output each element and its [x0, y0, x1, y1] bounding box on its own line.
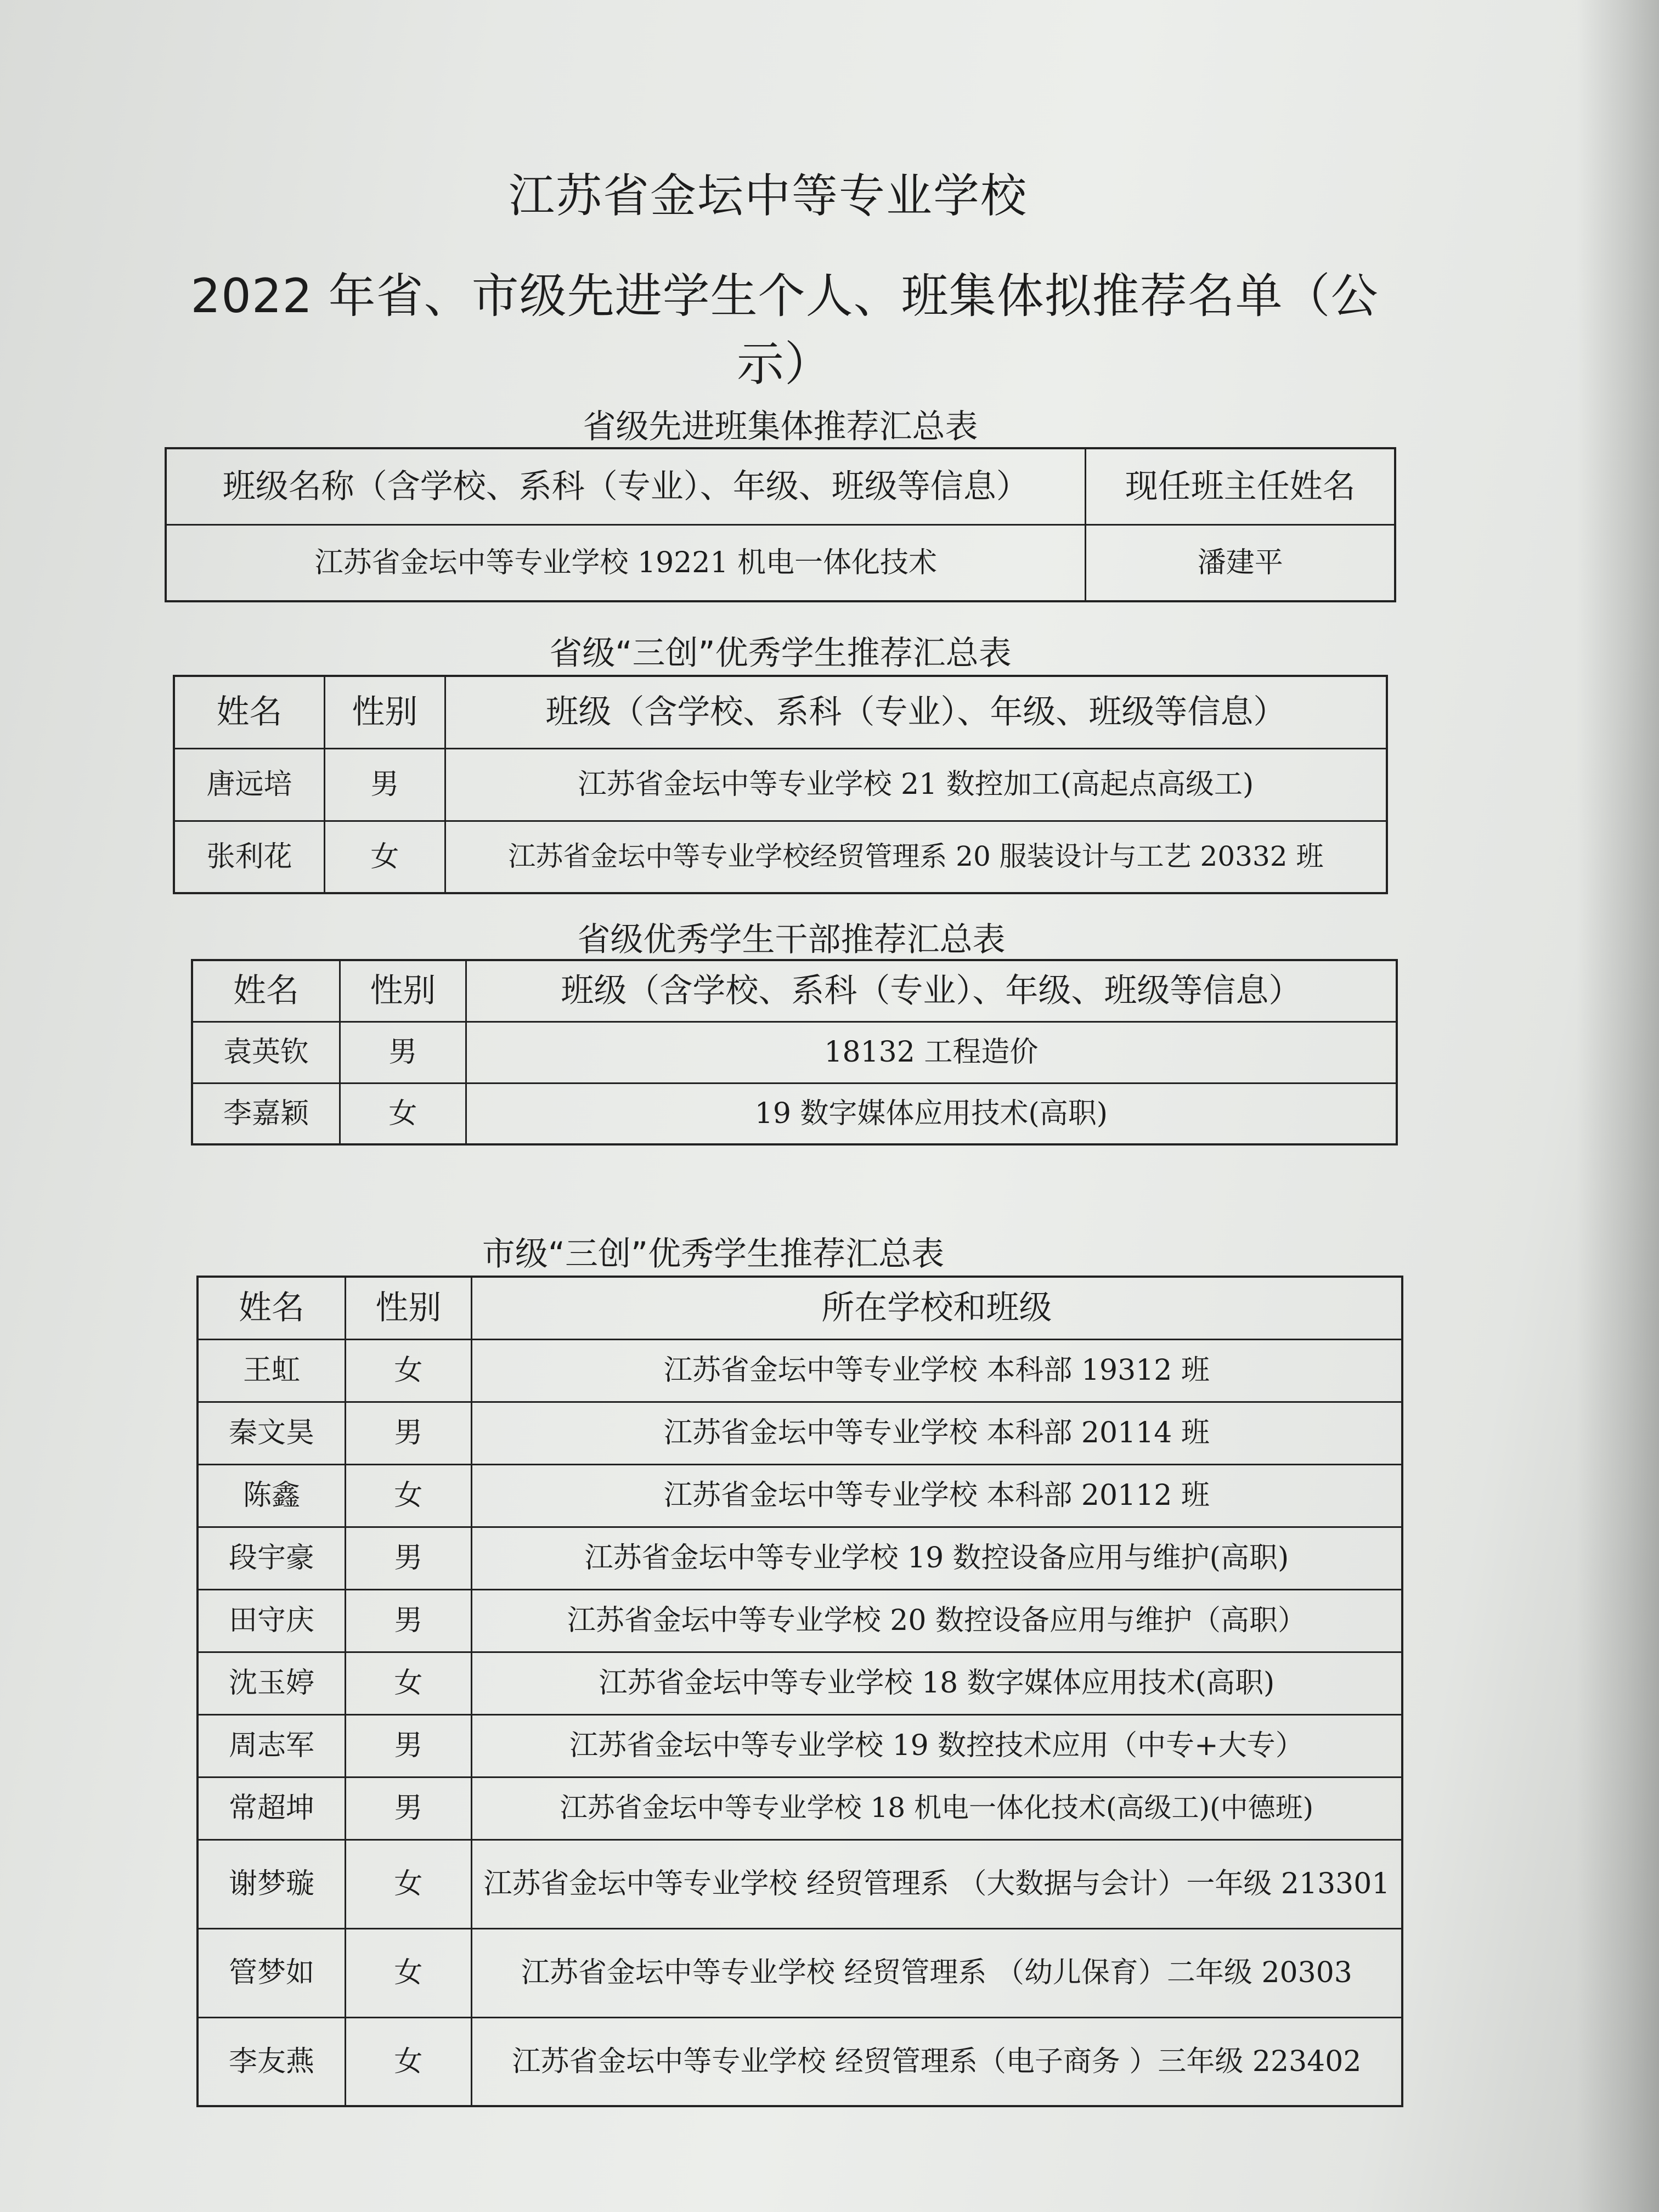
name-cell: 袁英钦 — [192, 1022, 340, 1083]
provincial-sanchuang-table — [173, 675, 1388, 894]
gender-cell: 男 — [325, 748, 445, 821]
column-header: 班级（含学校、系科（专业）、年级、班级等信息） — [445, 676, 1387, 748]
class-cell: 江苏省金坛中等专业学校 经贸管理系 （大数据与会计）一年级 213301 — [471, 1839, 1402, 1928]
table3-caption: 省级优秀学生干部推荐汇总表 — [577, 921, 1006, 959]
table4-caption: 市级“三创”优秀学生推荐汇总表 — [482, 1235, 945, 1273]
column-header: 性别 — [346, 1277, 472, 1339]
gender-cell: 男 — [346, 1402, 472, 1464]
table-header-row — [198, 1277, 1402, 1339]
name-cell: 唐远培 — [174, 748, 325, 821]
column-header: 性别 — [325, 676, 445, 748]
gender-cell: 男 — [340, 1022, 466, 1083]
column-header: 现任班主任姓名 — [1086, 448, 1395, 525]
table-row — [198, 1339, 1402, 1402]
gender-cell: 男 — [346, 1527, 472, 1589]
table2-caption: 省级“三创”优秀学生推荐汇总表 — [549, 634, 1012, 673]
teacher-cell: 潘建平 — [1086, 525, 1395, 602]
class-cell: 江苏省金坛中等专业学校 本科部 19312 班 — [471, 1339, 1402, 1402]
column-header: 姓名 — [198, 1277, 346, 1339]
name-cell: 王虹 — [198, 1339, 346, 1402]
table-row — [174, 748, 1387, 821]
column-header: 姓名 — [192, 960, 340, 1022]
column-header: 班级（含学校、系科（专业）、年级、班级等信息） — [466, 960, 1397, 1022]
class-cell: 江苏省金坛中等专业学校 19 数控设备应用与维护(高职) — [471, 1527, 1402, 1589]
name-cell: 段宇豪 — [198, 1527, 346, 1589]
name-cell: 秦文昊 — [198, 1402, 346, 1464]
class-cell: 江苏省金坛中等专业学校 21 数控加工(高起点高级工) — [445, 748, 1387, 821]
table-row — [198, 1589, 1402, 1652]
name-cell: 张利花 — [174, 821, 325, 893]
list-title: 2022 年省、市级先进学生个人、班集体拟推荐名单（公示） — [190, 269, 1379, 392]
column-header: 班级名称（含学校、系科（专业）、年级、班级等信息） — [166, 448, 1086, 525]
page-edge-shadow — [1577, 0, 1659, 2212]
table-row — [198, 1777, 1402, 1839]
class-cell: 江苏省金坛中等专业学校 本科部 20112 班 — [471, 1464, 1402, 1527]
gender-cell: 女 — [340, 1083, 466, 1144]
table-row — [198, 1652, 1402, 1714]
gender-cell: 女 — [346, 1928, 472, 2017]
class-cell: 江苏省金坛中等专业学校 20 数控设备应用与维护（高职） — [471, 1589, 1402, 1652]
gender-cell: 女 — [346, 1839, 472, 1928]
class-cell: 19 数字媒体应用技术(高职) — [466, 1083, 1397, 1144]
table-row — [198, 1714, 1402, 1777]
table-row — [198, 1928, 1402, 2017]
table-header-row — [166, 448, 1395, 525]
column-header: 性别 — [340, 960, 466, 1022]
table-header-row — [192, 960, 1397, 1022]
class-cell: 18132 工程造价 — [466, 1022, 1397, 1083]
table-row — [198, 1402, 1402, 1464]
name-cell: 管梦如 — [198, 1928, 346, 2017]
gender-cell: 女 — [346, 1339, 472, 1402]
table-row — [198, 1527, 1402, 1589]
class-cell: 江苏省金坛中等专业学校 18 数字媒体应用技术(高职) — [471, 1652, 1402, 1714]
name-cell: 周志军 — [198, 1714, 346, 1777]
class-cell: 江苏省金坛中等专业学校 本科部 20114 班 — [471, 1402, 1402, 1464]
name-cell: 常超坤 — [198, 1777, 346, 1839]
name-cell: 谢梦璇 — [198, 1839, 346, 1928]
class-cell: 江苏省金坛中等专业学校 经贸管理系（电子商务 ）三年级 223402 — [471, 2017, 1402, 2106]
name-cell: 陈鑫 — [198, 1464, 346, 1527]
table-row — [174, 821, 1387, 893]
class-cell: 江苏省金坛中等专业学校 经贸管理系 （幼儿保育）二年级 20303 — [471, 1928, 1402, 2017]
gender-cell: 女 — [346, 2017, 472, 2106]
column-header: 所在学校和班级 — [471, 1277, 1402, 1339]
name-cell: 田守庆 — [198, 1589, 346, 1652]
class-cell: 江苏省金坛中等专业学校 19 数控技术应用（中专+大专） — [471, 1714, 1402, 1777]
table-row — [198, 1839, 1402, 1928]
table-row — [192, 1022, 1397, 1083]
table-header-row — [174, 676, 1387, 748]
school-title: 江苏省金坛中等专业学校 — [508, 169, 1028, 223]
table-row — [198, 2017, 1402, 2106]
gender-cell: 男 — [346, 1589, 472, 1652]
class-cell: 江苏省金坛中等专业学校 18 机电一体化技术(高级工)(中德班) — [471, 1777, 1402, 1839]
provincial-cadre-table — [191, 959, 1398, 1146]
table-row — [198, 1464, 1402, 1527]
gender-cell: 女 — [346, 1652, 472, 1714]
class-cell: 江苏省金坛中等专业学校 19221 机电一体化技术 — [166, 525, 1086, 602]
name-cell: 李嘉颖 — [192, 1083, 340, 1144]
table1-caption: 省级先进班集体推荐汇总表 — [583, 408, 978, 446]
name-cell: 沈玉婷 — [198, 1652, 346, 1714]
class-cell: 江苏省金坛中等专业学校经贸管理系 20 服装设计与工艺 20332 班 — [445, 821, 1387, 893]
table-row — [192, 1083, 1397, 1144]
provincial-class-table — [165, 447, 1396, 602]
city-sanchuang-table — [196, 1276, 1403, 2107]
table-row — [166, 525, 1395, 602]
gender-cell: 男 — [346, 1777, 472, 1839]
gender-cell: 男 — [346, 1714, 472, 1777]
gender-cell: 女 — [325, 821, 445, 893]
column-header: 姓名 — [174, 676, 325, 748]
name-cell: 李友燕 — [198, 2017, 346, 2106]
gender-cell: 女 — [346, 1464, 472, 1527]
